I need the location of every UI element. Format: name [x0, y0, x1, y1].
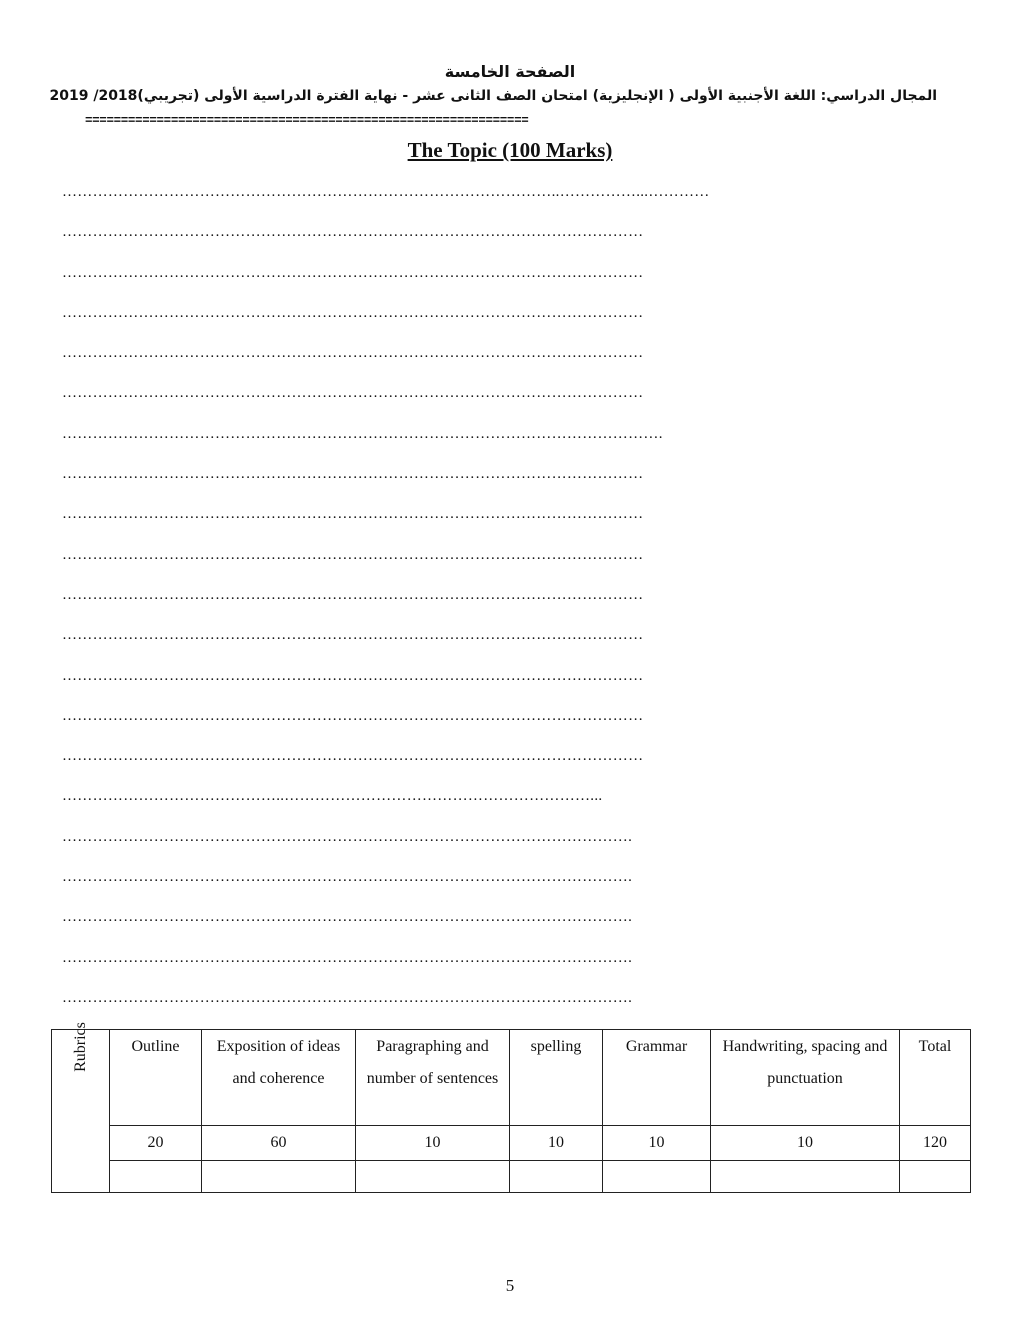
- score-cell-spelling[interactable]: [510, 1161, 603, 1193]
- rubric-header-spelling: spelling: [510, 1030, 603, 1126]
- rubrics-score-row: [52, 1161, 971, 1193]
- writing-line: ……………………………………………………………………………………………………: [62, 466, 644, 483]
- writing-line: ……………………………………………………………………………………………………: [62, 385, 644, 402]
- rubric-header-total: Total: [900, 1030, 971, 1126]
- writing-line: ………………………………………………………………………………………………….: [62, 909, 633, 926]
- rubrics-header-row: [52, 1030, 971, 1126]
- separator-line: ==============================================================: [85, 114, 529, 128]
- rubric-mark-outline: 20: [110, 1126, 202, 1161]
- score-cell-handwriting[interactable]: [711, 1161, 900, 1193]
- page-number: 5: [505, 1276, 515, 1295]
- rubric-header-exposition: Exposition of ideas and coherence: [202, 1030, 356, 1126]
- writing-line: ………………………………………………………………………………………………….: [62, 869, 633, 886]
- rubric-header-outline: Outline: [110, 1030, 202, 1126]
- writing-line: ……………………………………………………………………………………………………: [62, 627, 644, 644]
- writing-line: ……………………………………………………………………………………………………: [62, 707, 644, 724]
- score-cell-outline[interactable]: [110, 1161, 202, 1193]
- subject-line: المجال الدراسي: اللغة الأجنبية الأولى ( الإنجليزية) امتحان الصف الثانى عشر - نهاية الفترة الدراسية الأولى (تجريبي)2018/ 2019: [49, 88, 937, 104]
- topic-heading: The Topic (100 Marks): [407, 138, 613, 162]
- writing-line: ……………………………………………………………………………………………………: [62, 506, 644, 523]
- writing-line: ……………………………………………………………………………………………………: [62, 667, 644, 684]
- score-cell-exposition[interactable]: [202, 1161, 356, 1193]
- rubric-mark-handwriting: 10: [711, 1126, 900, 1161]
- rubric-header-handwriting: Handwriting, spacing and punctuation: [711, 1030, 900, 1126]
- writing-line: ……………………………………………………………………………………………………: [62, 304, 644, 321]
- rubric-mark-grammar: 10: [603, 1126, 711, 1161]
- writing-line: ……………………………………………………………………………………………………: [62, 748, 644, 765]
- rubric-header-paragraphing: Paragraphing and number of sentences: [356, 1030, 510, 1126]
- rubrics-label: Rubrics: [71, 1022, 89, 1072]
- page-title: الصفحة الخامسة: [444, 62, 576, 81]
- writing-line: ……………………………………………………………………………………………………: [62, 586, 644, 603]
- writing-line: ……………………………………………………………………………………………………….: [62, 425, 663, 442]
- writing-line: ……………………………………………………………………………………..……………...…………: [62, 184, 710, 200]
- writing-line: ……………………………………………………………………………………………………: [62, 224, 644, 241]
- writing-line: ………………………………………………………………………………………………….: [62, 828, 633, 845]
- rubric-mark-exposition: 60: [202, 1126, 356, 1161]
- writing-line: ……………………………………………………………………………………………………: [62, 546, 644, 563]
- writing-line: ………………………………………………………………………………………………….: [62, 989, 633, 1006]
- rubric-mark-total: 120: [900, 1126, 971, 1161]
- writing-line: ……………………………………..……………………………………………………...: [62, 788, 603, 805]
- rubrics-label-cell: [52, 1022, 110, 1193]
- writing-line: ……………………………………………………………………………………………………: [62, 345, 644, 362]
- writing-line: ………………………………………………………………………………………………….: [62, 949, 633, 966]
- rubric-mark-spelling: 10: [510, 1126, 603, 1161]
- rubric-header-grammar: Grammar: [603, 1030, 711, 1126]
- score-cell-paragraphing[interactable]: [356, 1161, 510, 1193]
- score-cell-grammar[interactable]: [603, 1161, 711, 1193]
- score-cell-total[interactable]: [900, 1161, 971, 1193]
- rubrics-table: [51, 1022, 971, 1193]
- rubric-mark-paragraphing: 10: [356, 1126, 510, 1161]
- writing-line: ……………………………………………………………………………………………………: [62, 264, 644, 281]
- rubrics-marks-row: [52, 1126, 971, 1161]
- writing-area: [62, 180, 972, 1026]
